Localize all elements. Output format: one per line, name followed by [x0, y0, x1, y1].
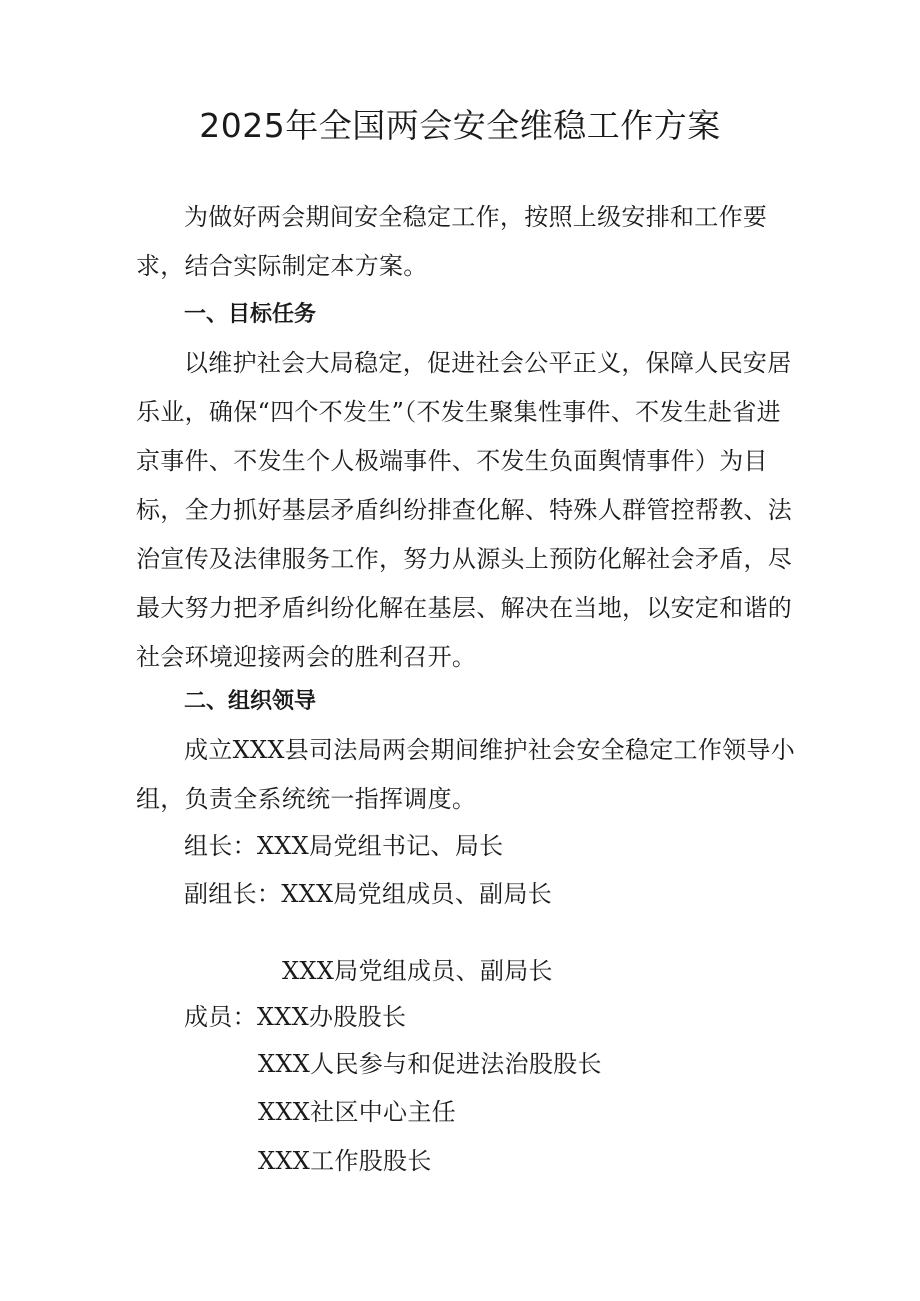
member-line: XXX社区中心主任	[258, 1098, 456, 1126]
document-title: 2025年全国两会安全维稳工作方案	[199, 106, 721, 145]
section-body-organization: 成立XXX县司法局两会期间维护社会安全稳定工作领导小组，负责全系统统一指挥调度。	[136, 736, 796, 813]
deputy-leader-line: 副组长：XXX局党组成员、副局长	[184, 880, 553, 908]
section-body-goals: 以维护社会大局稳定，促进社会公平正义，保障人民安居乐业，确保“四个不发生”（不发生聚集性事件、不发生赴省进京事件、不发生个人极端事件、不发生负面舆情事件）为目标，全力抓好基层矛盾纠纷排查化解、特殊人群管控帮教、法治宣传及法律服务工作，努力从源头上预防化解社会矛盾，尽最大努力把矛盾纠纷化解在基层、解决在当地，以安定和谐的社会环境迎接两会的胜利召开。	[136, 349, 793, 671]
leader-line: 组长：XXX局党组书记、局长	[184, 832, 504, 860]
deputy-leader-line-2: XXX局党组成员、副局长	[282, 957, 553, 985]
members-line: 成员：XXX办股股长	[184, 1003, 407, 1031]
intro-paragraph: 为做好两会期间安全稳定工作，按照上级安排和工作要求，结合实际制定本方案。	[136, 203, 768, 280]
member-line: XXX人民参与和促进法治股股长	[258, 1050, 602, 1078]
section-heading-organization: 二、组织领导	[184, 689, 317, 714]
member-line: XXX工作股股长	[258, 1147, 432, 1175]
section-heading-goals: 一、目标任务	[184, 302, 317, 327]
